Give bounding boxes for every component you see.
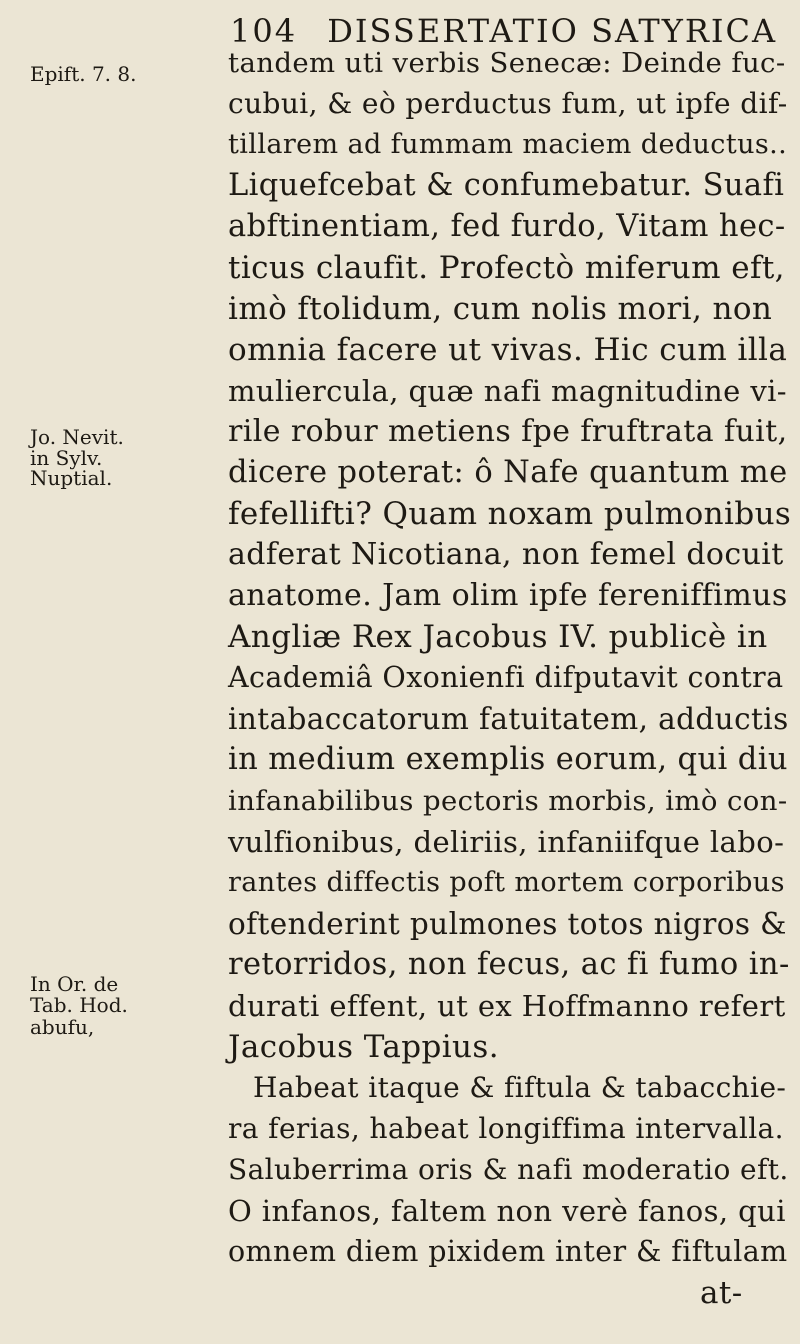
- text-line: vulfionibus, deliriis, infaniifque labo-: [228, 825, 785, 859]
- text-line: ticus claufit. Profectò miferum eft,: [228, 250, 785, 286]
- margin-note: Jo. Nevit.: [30, 425, 124, 449]
- margin-note: In Or. de: [30, 972, 119, 996]
- text-line: cubui, & eò perductus fum, ut ipfe dif-: [228, 87, 788, 120]
- text-line: Angliæ Rex Jacobus IV. publicè in: [228, 619, 768, 655]
- catchword: at-: [700, 1275, 743, 1311]
- margin-note: Tab. Hod.: [30, 993, 128, 1017]
- text-line: oftenderint pulmones totos nigros &: [228, 907, 787, 941]
- text-line: Jacobus Tappius.: [228, 1029, 499, 1065]
- text-line: Habeat itaque & fiftula & tabacchie-: [253, 1071, 787, 1104]
- text-line: adferat Nicotiana, non femel docuit: [228, 537, 784, 572]
- text-line: Saluberrima oris & nafi moderatio eft.: [228, 1153, 789, 1186]
- text-line: in medium exemplis eorum, qui diu: [228, 742, 788, 777]
- margin-note: abufu,: [30, 1015, 95, 1039]
- margin-note: Epift. 7. 8.: [30, 62, 137, 86]
- text-line: fefellifti? Quam noxam pulmonibus: [228, 496, 792, 532]
- margin-note: in Sylv.: [30, 446, 103, 470]
- text-line: rantes diffectis poft mortem corporibus: [228, 867, 785, 898]
- text-line: infanabilibus pectoris morbis, imò con-: [228, 785, 788, 817]
- text-line: muliercula, quæ nafi magnitudine vi-: [228, 374, 787, 408]
- text-line: intabaccatorum fatuitatem, adductis: [228, 702, 789, 736]
- text-line: retorridos, non fecus, ac fi fumo in-: [228, 947, 790, 982]
- margin-note: Nuptial.: [30, 466, 113, 490]
- text-line: omnia facere ut vivas. Hic cum illa: [228, 332, 788, 368]
- text-line: O infanos, faltem non verè fanos, qui: [228, 1194, 786, 1228]
- text-line: durati effent, ut ex Hoffmanno refert: [228, 989, 786, 1023]
- text-line: imò ftolidum, cum nolis mori, non: [228, 291, 773, 327]
- text-line: anatome. Jam olim ipfe fereniffimus: [228, 578, 788, 613]
- text-line: Academiâ Oxonienfi difputavit contra: [228, 661, 784, 694]
- text-line: abftinentiam, fed furdo, Vitam hec-: [228, 209, 786, 244]
- text-line: tandem uti verbis Senecæ: Deinde fuc-: [228, 47, 786, 79]
- text-line: dicere poterat: ô Nafe quantum me: [228, 455, 788, 490]
- page-number: 104: [230, 12, 298, 50]
- running-title: DISSERTATIO SATYRICA: [327, 12, 778, 50]
- text-line: omnem diem pixidem inter & fiftulam: [228, 1235, 788, 1268]
- text-line: ra ferias, habeat longiffima intervalla.: [228, 1112, 784, 1145]
- text-line: rile robur metiens fpe fruftrata fuit,: [228, 414, 788, 449]
- text-line: Liquefcebat & confumebatur. Suafi: [228, 168, 785, 203]
- text-line: tillarem ad fummam maciem deductus..: [228, 129, 788, 160]
